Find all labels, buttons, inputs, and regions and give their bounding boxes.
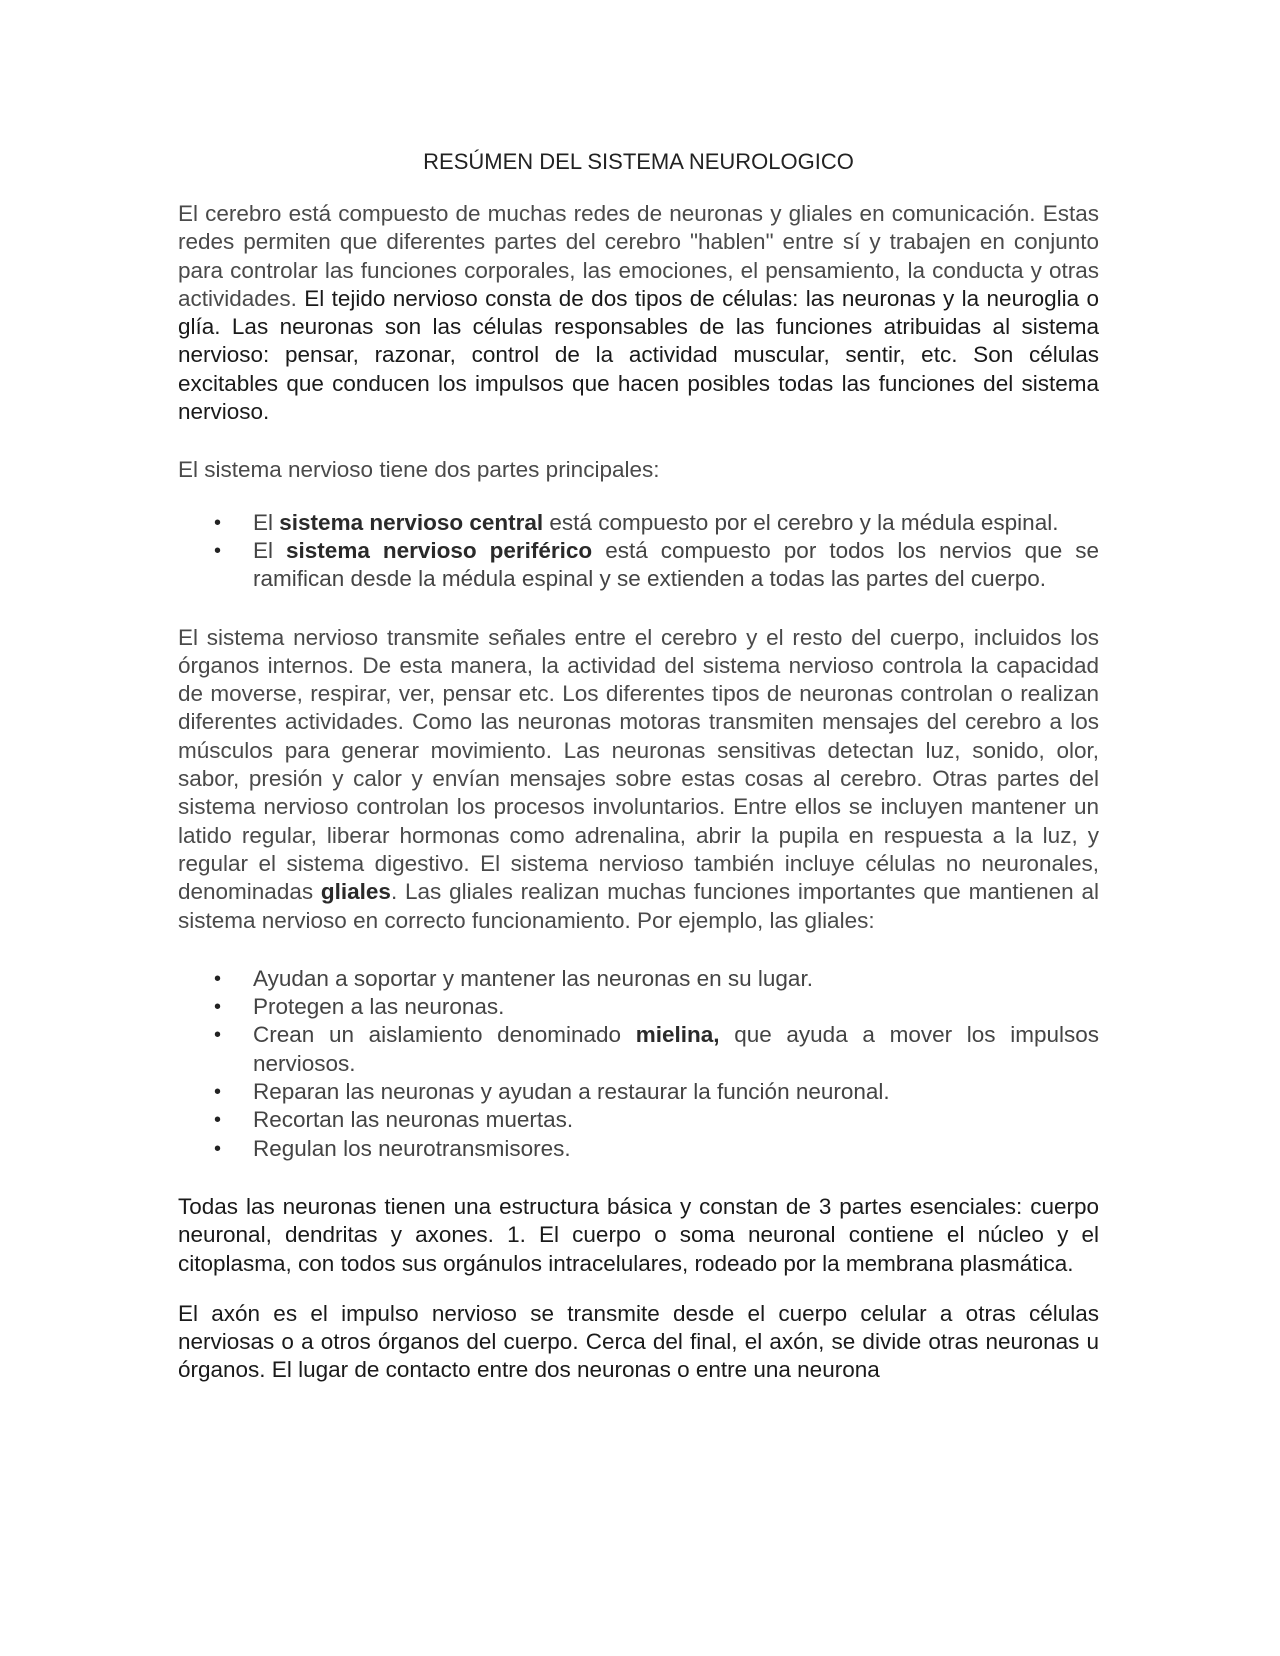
bullet-icon: •	[214, 996, 222, 1019]
document-title: RESÚMEN DEL SISTEMA NEUROLOGICO	[423, 149, 854, 174]
bullet-icon: •	[214, 1137, 222, 1160]
term-mielina: mielina,	[635, 1022, 720, 1048]
list-item-glia-1: • Ayudan a soportar y mantener las neuronas en su lugar.	[178, 965, 1099, 993]
document-body	[178, 148, 1099, 1385]
list-partes-sistema	[178, 509, 1099, 594]
list-item-glia-6: • Regulan los neurotransmisores.	[178, 1135, 1099, 1163]
list-item-glia-5: • Recortan las neuronas muertas.	[178, 1106, 1099, 1134]
list-item-glia-3: • Crean un aislamiento denominado mielina, que ayuda a mover los impulsos nerviosos.	[214, 1022, 1099, 1076]
list-funciones-gliales	[178, 965, 1099, 1163]
bullet-icon: •	[214, 1081, 222, 1104]
list-item-glia-4: • Reparan las neuronas y ayudan a restaurar la función neuronal.	[178, 1078, 1099, 1106]
paragraph-axon: El axón es el impulso nervioso se transmite desde el cuerpo celular a otras células nerviosas o a otros órganos del cuerpo. Cerca del final, el axón, se divide otras neuronas u órganos. El lugar de contacto entre dos neuronas o entre una neurona	[178, 1300, 1099, 1383]
paragraph-cerebro	[178, 200, 1099, 426]
bullet-icon: •	[214, 1109, 222, 1132]
paragraph-transmision: El sistema nervioso transmite señales entre el cerebro y el resto del cuerpo, incluidos los órganos internos. De esta manera, la actividad del sistema nervioso controla la capacidad de moverse, respirar, ver, pensar etc. Los diferentes tipos de neuronas controlan o realizan diferentes actividades. Como las neuronas motoras transmiten mensajes del cerebro a los músculos para generar movimiento. Las neuronas sensitivas detectan luz, sonido, olor, sabor, presión y calor y envían mensajes sobre estas cosas al cerebro. Otras partes del sistema nervioso controlan los procesos involuntarios. Entre ellos se incluyen mantener un latido regular, liberar hormonas como adrenalina, abrir la pupila en respuesta a la luz, y regular el sistema digestivo. El sistema nervioso también incluye células no neuronales, denominadas gliales. Las gliales realizan muchas funciones importantes que mantienen al sistema nervioso en correcto funcionamiento. Por ejemplo, las gliales:	[178, 624, 1099, 933]
paragraph-cerebro-part1: El cerebro está compuesto de muchas redes de neuronas y gliales en comunicación. Estas redes permiten que diferentes partes del cerebro "hablen" entre sí y trabajen en conjunto para controlar las funciones corporales, las emociones, el pensamiento, la conducta y otras actividades.	[178, 201, 1099, 311]
paragraph-partes-intro: El sistema nervioso tiene dos partes principales:	[178, 457, 660, 483]
term-gliales: gliales	[320, 879, 391, 905]
bullet-icon: •	[214, 1024, 222, 1047]
bullet-icon: •	[214, 539, 222, 562]
term-snc: sistema nervioso central	[279, 509, 544, 535]
list-item-snc: • El sistema nervioso central está compuesto por el cerebro y la médula espinal.	[178, 509, 1099, 537]
list-item-snp: • El sistema nervioso periférico está compuesto por todos los nervios que se ramifican desde la médula espinal y se extienden a todas las partes del cuerpo.	[214, 537, 1099, 592]
bullet-icon: •	[214, 967, 222, 990]
paragraph-estructura-neurona: Todas las neuronas tienen una estructura básica y constan de 3 partes esenciales: cuerpo neuronal, dendritas y axones. 1. El cuerpo o soma neuronal contiene el núcleo y el citoplasma, con todos sus orgánulos intracelulares, rodeado por la membrana plasmática.	[178, 1193, 1099, 1276]
term-snp: sistema nervioso periférico	[286, 537, 593, 563]
paragraph-cerebro-part2: El tejido nervioso consta de dos tipos de células: las neuronas y la neuroglia o glía. Las neuronas son las células responsables de las funciones atribuidas al sistema nervioso: pensar, razonar, control de la actividad muscular, sentir, etc. Son células excitables que conducen los impulsos que hacen posibles todas las funciones del sistema nervioso.	[178, 285, 1099, 425]
bullet-icon: •	[214, 511, 222, 534]
list-item-glia-2: • Protegen a las neuronas.	[178, 993, 1099, 1021]
